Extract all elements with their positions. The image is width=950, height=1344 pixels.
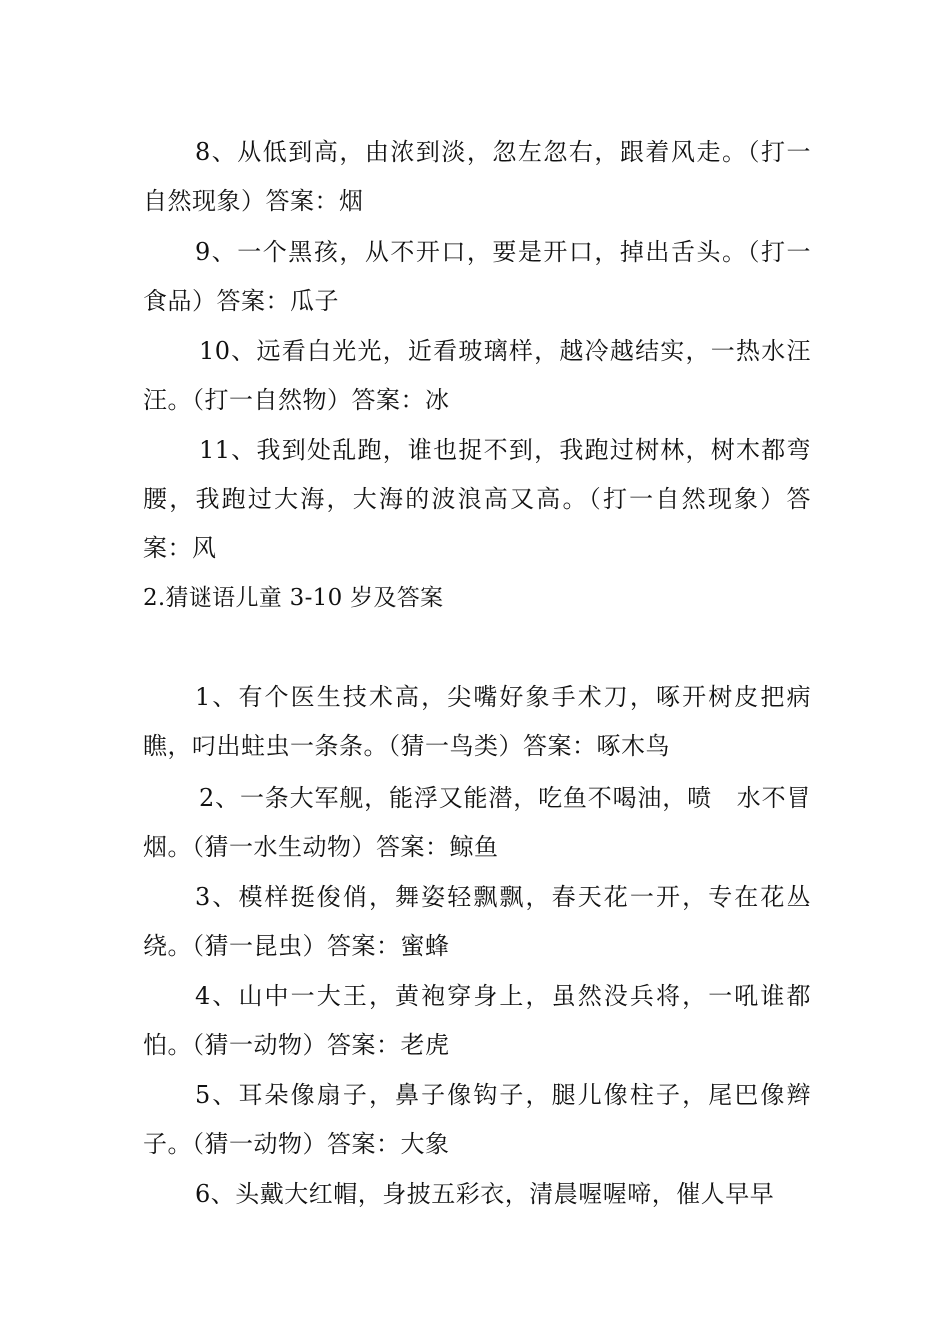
riddle-b-3: 3、模样挺俊俏，舞姿轻飘飘，春天花一开，专在花丛绕。（猜一昆虫）答案：蜜蜂 bbox=[143, 883, 811, 960]
riddle-8: 8、从低到高，由浓到淡，忽左忽右，跟着风走。（打一自然现象）答案：烟 bbox=[143, 138, 811, 215]
riddle-10: 10、远看白光光，近看玻璃样，越冷越结实，一热水汪汪。（打一自然物）答案：冰 bbox=[143, 337, 811, 414]
riddle-b-2: 2、一条大军舰，能浮又能潜，吃鱼不喝油，喷 水不冒烟。（猜一水生动物）答案：鲸鱼 bbox=[143, 784, 811, 861]
riddle-11: 11、我到处乱跑，谁也捉不到，我跑过树林，树木都弯腰，我跑过大海，大海的波浪高又高。（打一自然现象）答案：风 bbox=[143, 436, 811, 562]
riddle-9: 9、一个黑孩，从不开口，要是开口，掉出舌头。（打一食品）答案：瓜子 bbox=[143, 238, 811, 315]
riddle-b-4: 4、山中一大王，黄袍穿身上，虽然没兵将，一吼谁都怕。（猜一动物）答案：老虎 bbox=[143, 982, 811, 1059]
riddle-b-6: 6、头戴大红帽，身披五彩衣，清晨喔喔啼，催人早早 bbox=[195, 1180, 775, 1208]
section-heading: 2.猜谜语儿童 3-10 岁及答案 bbox=[143, 585, 444, 611]
riddle-b-1: 1、有个医生技术高，尖嘴好象手术刀，啄开树皮把病瞧，叼出蛀虫一条条。（猜一鸟类）答案：啄木鸟 bbox=[143, 683, 811, 760]
riddle-b-5: 5、耳朵像扇子，鼻子像钩子，腿儿像柱子，尾巴像辫子。（猜一动物）答案：大象 bbox=[143, 1081, 811, 1158]
